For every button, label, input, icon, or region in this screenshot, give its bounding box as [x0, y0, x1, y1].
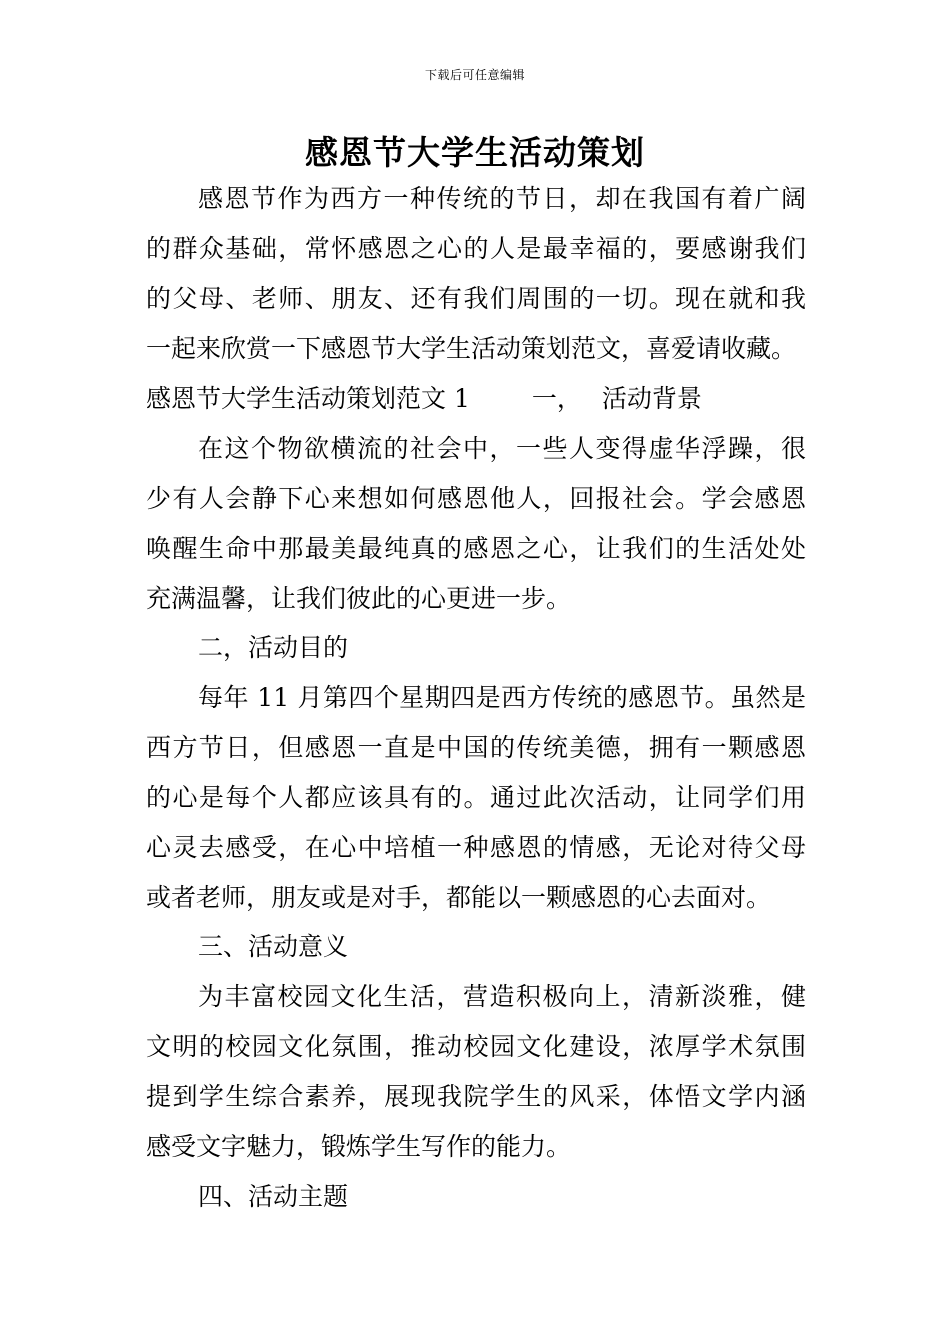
body-line: 心灵去感受，在心中培植一种感恩的情感，无论对待父母 [146, 833, 806, 862]
body-line: 一起来欣赏一下感恩节大学生活动策划范文，喜爱请收藏。 [146, 334, 797, 363]
body-line: 提到学生综合素养，展现我院学生的风采，体悟文学内涵 [146, 1082, 806, 1111]
section-heading-4: 四、活动主题 [198, 1182, 349, 1211]
body-line: 在这个物欲横流的社会中，一些人变得虚华浮躁，很 [198, 434, 806, 463]
template-title: 感恩节大学生活动策划范文 1 [146, 384, 470, 413]
body-line: 或者老师，朋友或是对手，都能以一颗感恩的心去面对。 [146, 883, 772, 912]
section-heading-3: 三、活动意义 [198, 932, 349, 961]
body-line: 的父母、老师、朋友、还有我们周围的一切。现在就和我 [146, 284, 806, 313]
document-title: 感恩节大学生活动策划 [305, 133, 645, 172]
body-line: 少有人会静下心来想如何感恩他人，回报社会。学会感恩 [146, 484, 806, 513]
body-line: 文明的校园文化氛围，推动校园文化建设，浓厚学术氛围 [146, 1032, 806, 1061]
body-line: 为丰富校园文化生活，营造积极向上，清新淡雅，健 [198, 982, 806, 1011]
body-line: 西方节日，但感恩一直是中国的传统美德，拥有一颗感恩 [146, 733, 806, 762]
body-line: 每年 11 月第四个星期四是西方传统的感恩节。虽然是 [198, 683, 806, 712]
header-note: 下载后可任意编辑 [424, 68, 525, 82]
body-line: 感恩节作为西方一种传统的节日，却在我国有着广阔 [198, 184, 806, 213]
section-heading-2: 二，活动目的 [198, 633, 349, 662]
heading-label: 活动背景 [601, 384, 702, 413]
body-line: 的心是每个人都应该具有的。通过此次活动，让同学们用 [146, 783, 806, 812]
section-heading-1 [146, 382, 806, 416]
body-line: 充满温馨，让我们彼此的心更进一步。 [146, 584, 572, 613]
heading-number: 一， [531, 384, 582, 413]
body-line: 感受文字魅力，锻炼学生写作的能力。 [146, 1132, 572, 1161]
body-line: 的群众基础，常怀感恩之心的人是最幸福的，要感谢我们 [146, 234, 806, 263]
body-line: 唤醒生命中那最美最纯真的感恩之心，让我们的生活处处 [146, 534, 806, 563]
